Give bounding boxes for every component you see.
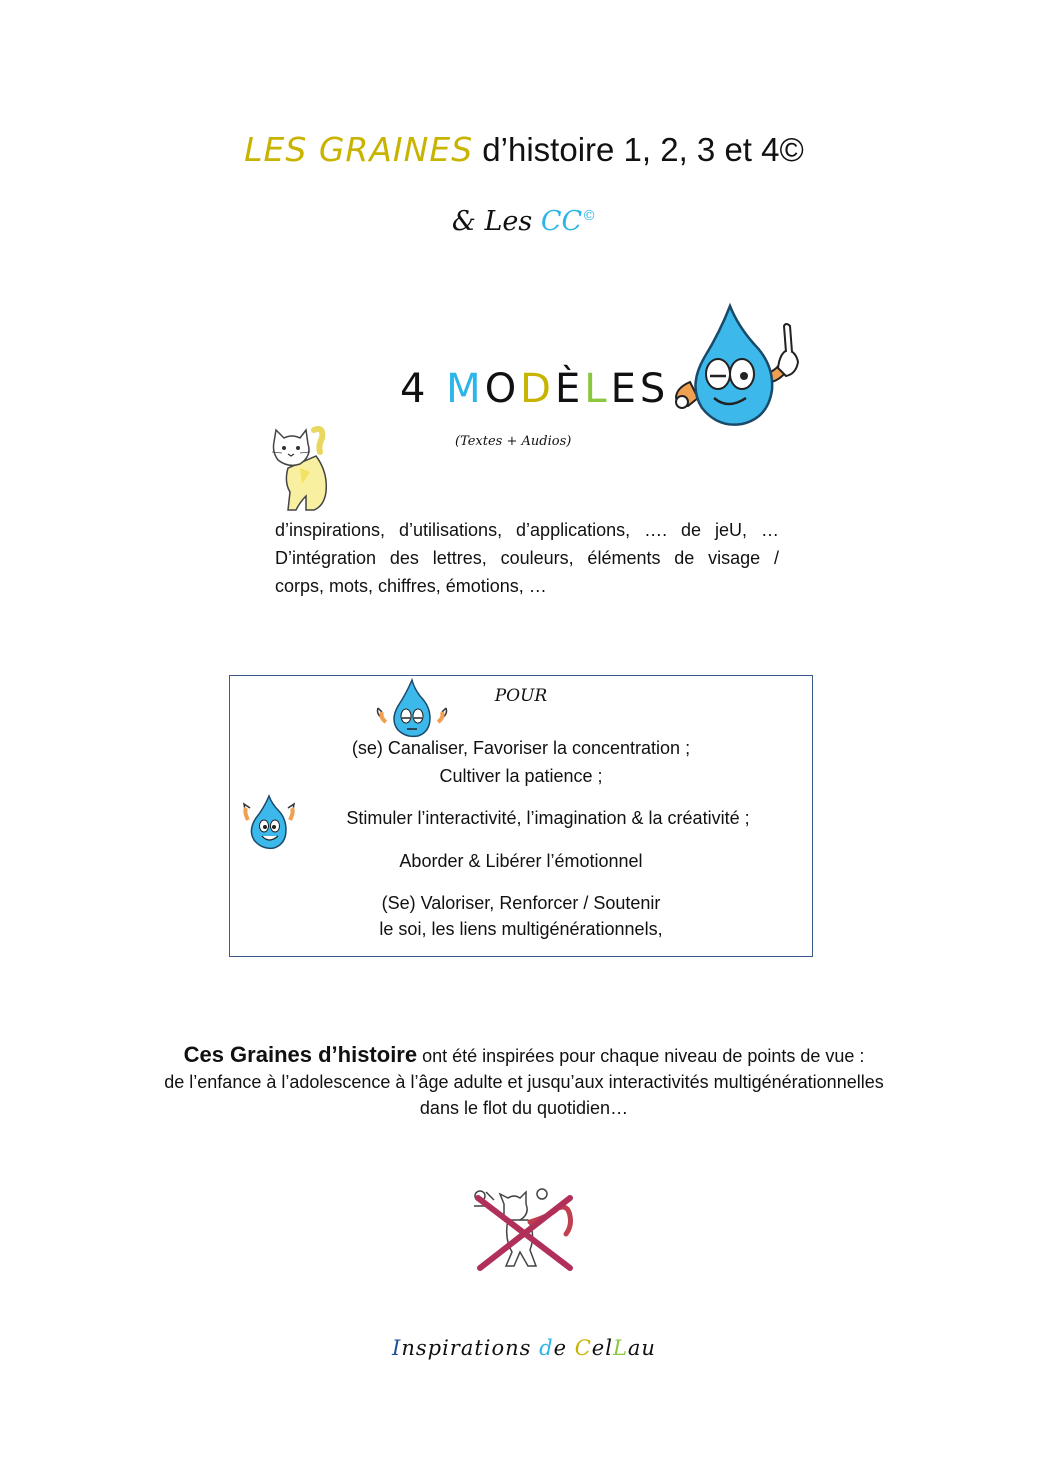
pour-item-aborder: Aborder & Libérer l’émotionnel bbox=[399, 851, 643, 871]
calm-drop-icon bbox=[372, 678, 452, 738]
pour-item-soi: le soi, les liens multigénérationnels, bbox=[379, 919, 663, 939]
pour-item-valoriser: (Se) Valoriser, Renforcer / Soutenir bbox=[381, 893, 661, 913]
water-drop-mascot-icon bbox=[668, 302, 808, 430]
subtitle-cc: CC bbox=[540, 206, 583, 237]
bottom-bold-title: Ces Graines d’histoire bbox=[183, 1042, 418, 1067]
subtitle-copyright: © bbox=[582, 208, 597, 224]
modeles-letter-d: D bbox=[520, 366, 555, 412]
modeles-number: 4 bbox=[400, 366, 447, 412]
intro-line-1: d’inspirations, d’utilisations, d’applications, …. de jeU, … bbox=[275, 520, 779, 540]
bottom-line-1 bbox=[0, 1042, 1048, 1069]
modeles-heading bbox=[400, 366, 669, 412]
footer-text-3: el bbox=[591, 1336, 613, 1360]
footer-text-2: e bbox=[553, 1336, 575, 1360]
footer-text-1: nspirations bbox=[401, 1336, 540, 1360]
footer-text-4: au bbox=[627, 1336, 656, 1360]
footer-letter-l: L bbox=[612, 1336, 628, 1360]
bottom-line-2: de l’enfance à l’adolescence à l’âge adulte et jusqu’aux interactivités multigénérationnelles bbox=[164, 1072, 884, 1092]
intro-paragraph bbox=[275, 516, 779, 600]
modeles-letter-l: L bbox=[584, 366, 611, 412]
crossed-cat-icon bbox=[470, 1186, 582, 1274]
happy-drop-icon bbox=[238, 794, 300, 852]
modeles-letter-e: È bbox=[554, 366, 585, 412]
page-title bbox=[0, 130, 1048, 169]
pour-box bbox=[229, 675, 813, 957]
subtitle-prefix: & Les bbox=[451, 206, 541, 237]
footer-signature bbox=[0, 1336, 1048, 1360]
cat-icon bbox=[266, 422, 336, 514]
pour-item-canaliser: (se) Canaliser, Favoriser la concentration ; bbox=[351, 738, 691, 758]
bottom-paragraph bbox=[0, 1042, 1048, 1121]
modeles-letter-es: ES bbox=[610, 366, 670, 412]
pour-item-patience: Cultiver la patience ; bbox=[439, 766, 603, 786]
intro-line-2: D’intégration des lettres, couleurs, éléments de visage / bbox=[275, 548, 779, 568]
textes-audios-note: (Textes + Audios) bbox=[455, 434, 572, 449]
bottom-line-3: dans le flot du quotidien… bbox=[419, 1098, 629, 1118]
pour-item-stimuler: Stimuler l’interactivité, l’imagination & la créativité ; bbox=[346, 808, 750, 828]
pour-heading: POUR bbox=[494, 686, 548, 706]
modeles-letter-m: M bbox=[446, 366, 485, 412]
modeles-letter-o: O bbox=[484, 366, 521, 412]
footer-letter-c: C bbox=[574, 1336, 592, 1360]
title-graines: LES GRAINES bbox=[244, 130, 474, 169]
footer-letter-i: I bbox=[392, 1336, 402, 1360]
footer-letter-d: d bbox=[539, 1336, 554, 1360]
title-rest: d’histoire 1, 2, 3 et 4© bbox=[473, 131, 804, 168]
subtitle bbox=[0, 206, 1048, 237]
intro-line-3: corps, mots, chiffres, émotions, … bbox=[275, 576, 547, 596]
bottom-line-1-rest: ont été inspirées pour chaque niveau de points de vue : bbox=[417, 1046, 865, 1066]
